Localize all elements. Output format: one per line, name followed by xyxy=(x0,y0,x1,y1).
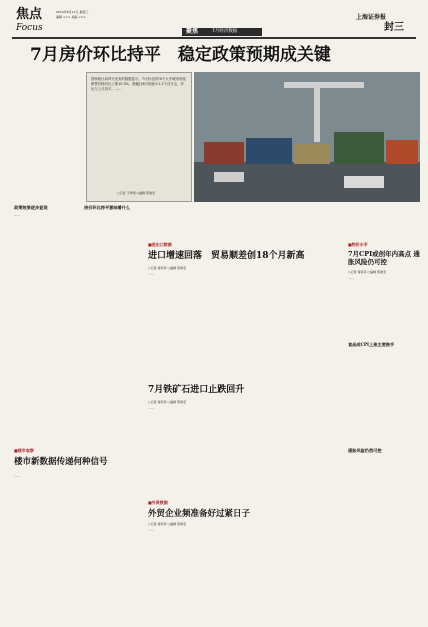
story-trade-body: …… xyxy=(148,272,154,276)
banner-right: 7月经济数据 xyxy=(212,29,238,34)
right-subhead-2: 通胀风险仍然可控 xyxy=(348,448,382,453)
right-column-byline: ○记者 秦菲菲 ○编辑 陈建宏 xyxy=(348,270,387,274)
story-foreign-trade-headline: 外贸企业频准备好过紧日子 xyxy=(148,509,251,519)
story-property-body: …… xyxy=(14,474,20,478)
left-subhead-1: 政策效果逐步显现 xyxy=(14,205,48,210)
story-property-headline: 楼市新数据传递何种信号 xyxy=(14,457,108,467)
section-title-en: Focus xyxy=(16,23,43,33)
masthead-rule xyxy=(12,37,416,39)
story-foreign-trade-body: …… xyxy=(148,528,154,532)
lede-text: 国家统计局昨天发布的数据显示，7月份全国70个大中城市房屋销售价格同比上涨10.3%，涨幅比6月份缩小1.1个百分点，环比与上月持平。…… xyxy=(91,77,186,91)
right-column-tag: ■物价水平 xyxy=(348,242,368,247)
right-subhead-1: 食品成CPI上涨主要推手 xyxy=(348,342,395,347)
banner-left: 聚焦 xyxy=(186,28,199,35)
lede-box xyxy=(86,72,192,202)
mid-subhead: 房价环比持平意味着什么 xyxy=(84,205,131,210)
left-column xyxy=(14,205,80,435)
story-iron-ore xyxy=(148,384,344,484)
mid-body xyxy=(84,213,154,433)
mid-column xyxy=(84,205,154,435)
section-banner xyxy=(182,28,262,36)
story-foreign-trade xyxy=(148,500,344,624)
editor-line: 编辑 ××× 美编 ××× xyxy=(56,15,86,19)
story-iron-ore-headline: 7月铁矿石进口止跌回升 xyxy=(148,385,245,395)
section-title-cn: 焦点 xyxy=(16,7,43,22)
port-photo-illustration xyxy=(194,72,420,202)
right-column xyxy=(348,242,420,624)
date-line: 2010年8月11日 星期三 xyxy=(56,10,89,14)
story-trade-headline: 进口增速回落 贸易顺差创18个月新高 xyxy=(148,251,305,261)
story-iron-ore-body: …… xyxy=(148,406,154,410)
story-foreign-trade-byline: ○记者 秦菲菲 ○编辑 陈建宏 xyxy=(148,522,187,526)
main-headline: 7月房价环比持平 稳定政策预期成关键 xyxy=(30,45,331,65)
right-column-body: …… xyxy=(348,276,354,280)
story-property-tag: ■楼市观察 xyxy=(14,448,34,453)
story-iron-ore-byline: ○记者 秦菲菲 ○编辑 陈建宏 xyxy=(148,400,187,404)
story-property xyxy=(14,448,144,624)
left-body-1: …… xyxy=(14,213,20,217)
story-trade-byline: ○记者 秦菲菲 ○编辑 陈建宏 xyxy=(148,266,187,270)
paper-name: 上海证券报 xyxy=(356,14,387,21)
story-foreign-trade-tag: ■外资数据 xyxy=(148,500,168,505)
masthead xyxy=(0,0,428,38)
lede-byline: ○记者 于祥明 ○编辑 陈建宏 xyxy=(117,191,156,195)
story-trade xyxy=(148,242,344,382)
right-column-headline: 7月CPI或创年内高点 通胀风险仍可控 xyxy=(348,250,420,266)
page-number: 封三 xyxy=(384,22,404,33)
port-photo xyxy=(194,72,420,202)
story-trade-tag: ■进出口数据 xyxy=(148,242,172,247)
